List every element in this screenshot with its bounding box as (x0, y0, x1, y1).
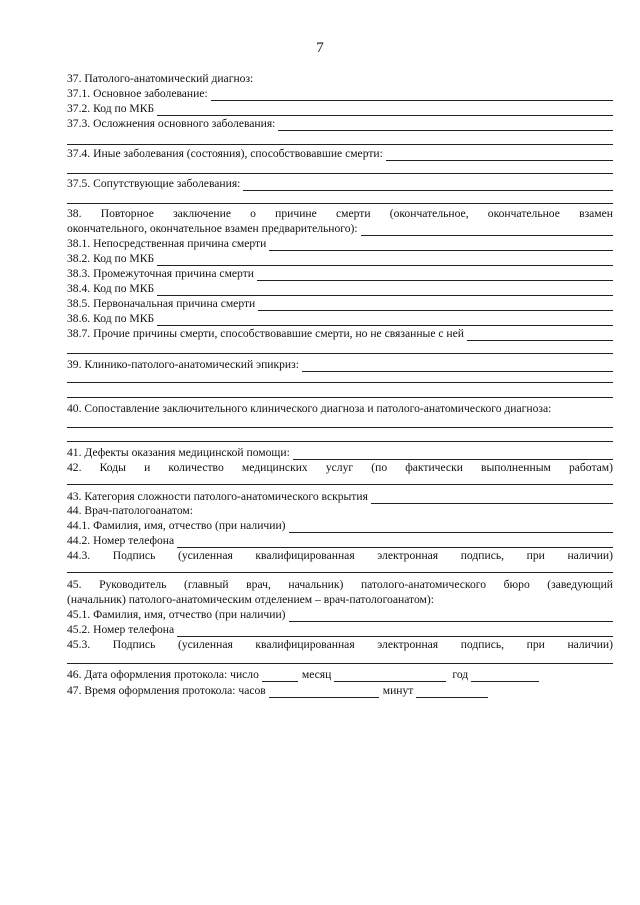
item-42: 42. Коды и количество медицинских услуг (по фактически выполненным работам) (67, 461, 613, 474)
item-38-2 (67, 251, 613, 266)
date-month-field[interactable] (334, 670, 446, 682)
item-38-3-label: 38.3. Промежуточная причина смерти (67, 267, 254, 280)
pathologist-name-field[interactable] (289, 521, 613, 533)
item-37 (67, 71, 613, 86)
item-41 (67, 445, 613, 460)
concomitant-diseases-field[interactable] (243, 179, 613, 191)
item-38-line-1: 38. Повторное заключение о причине смерти (окончательное, окончательное взамен (67, 207, 613, 220)
item-38-4-label: 38.4. Код по МКБ (67, 282, 155, 295)
item-46-month-label: месяц (301, 668, 332, 681)
item-38-1 (67, 236, 613, 251)
complications-field[interactable] (278, 119, 613, 131)
epicrisis-line-3[interactable] (67, 397, 613, 398)
comparison-line-1[interactable] (67, 427, 613, 428)
item-46-year-label: год (452, 668, 469, 681)
item-40: 40. Сопоставление заключительного клинического диагноза и патолого-анатомического диагноза: (67, 402, 552, 415)
item-37-2 (67, 101, 613, 116)
epicrisis-field[interactable] (302, 360, 613, 372)
other-diseases-field[interactable] (386, 149, 613, 161)
main-disease-icd-field[interactable] (157, 104, 613, 116)
item-38-5 (67, 296, 613, 311)
item-37-1 (67, 86, 613, 101)
comparison-line-2[interactable] (67, 441, 613, 442)
item-45-line-1: 45. Руководитель (главный врач, начальник) патолого-анатомического бюро (заведующий (67, 578, 613, 591)
item-38-7 (67, 326, 613, 341)
head-signature-line[interactable] (67, 663, 613, 664)
item-37-3-label: 37.3. Осложнения основного заболевания: (67, 117, 276, 130)
item-39 (67, 357, 613, 372)
item-37-3 (67, 116, 613, 131)
item-45-line-2: (начальник) патолого-анатомическим отделением – врач-патологоанатом): (67, 593, 434, 606)
intermediate-cause-icd-field[interactable] (157, 284, 613, 296)
complications-extra-line[interactable] (67, 144, 613, 145)
epicrisis-line-2[interactable] (67, 382, 613, 383)
defects-field[interactable] (293, 448, 613, 460)
item-45-1 (67, 607, 613, 622)
item-37-1-label: 37.1. Основное заболевание: (67, 87, 208, 100)
intermediate-cause-field[interactable] (257, 269, 613, 281)
service-codes-line[interactable] (67, 484, 613, 485)
time-hours-field[interactable] (269, 686, 379, 698)
item-38-1-label: 38.1. Непосредственная причина смерти (67, 237, 267, 250)
immediate-cause-field[interactable] (269, 239, 613, 251)
item-38-6-label: 38.6. Код по МКБ (67, 312, 155, 325)
item-44-2 (67, 533, 613, 548)
other-causes-extra-line[interactable] (67, 353, 613, 354)
date-year-field[interactable] (471, 670, 539, 682)
item-38-2-label: 38.2. Код по МКБ (67, 252, 155, 265)
date-day-field[interactable] (262, 670, 298, 682)
item-38-7-label: 38.7. Прочие причины смерти, способствовавшие смерти, но не связанные с ней (67, 327, 464, 340)
item-44-2-label: 44.2. Номер телефона (67, 534, 175, 547)
item-37-4-label: 37.4. Иные заболевания (состояния), способствовавшие смерти: (67, 147, 383, 160)
item-43 (67, 489, 613, 504)
item-44-1 (67, 518, 613, 533)
item-45-2-label: 45.2. Номер телефона (67, 623, 175, 636)
item-38-4 (67, 281, 613, 296)
initial-cause-field[interactable] (258, 299, 613, 311)
immediate-cause-icd-field[interactable] (157, 254, 613, 266)
item-43-label: 43. Категория сложности патолого-анатомического вскрытия (67, 490, 368, 503)
concomitant-extra-line[interactable] (67, 203, 613, 204)
pathologist-phone-field[interactable] (177, 536, 613, 548)
item-37-5-label: 37.5. Сопутствующие заболевания: (67, 177, 241, 190)
item-47-label: 47. Время оформления протокола: часов (67, 684, 266, 697)
item-46 (67, 667, 613, 682)
item-37-label: 37. Патолого-анатомический диагноз: (67, 72, 254, 85)
pathologist-signature-line[interactable] (67, 572, 613, 573)
item-38-6 (67, 311, 613, 326)
item-44-1-label: 44.1. Фамилия, имя, отчество (при наличии) (67, 519, 286, 532)
time-minutes-field[interactable] (416, 686, 488, 698)
item-47-minutes-label: минут (382, 684, 414, 697)
item-41-label: 41. Дефекты оказания медицинской помощи: (67, 446, 290, 459)
item-45-1-label: 45.1. Фамилия, имя, отчество (при наличии) (67, 608, 286, 621)
item-39-label: 39. Клинико-патолого-анатомический эпикриз: (67, 358, 299, 371)
item-46-label: 46. Дата оформления протокола: число (67, 668, 259, 681)
item-38-3 (67, 266, 613, 281)
item-44-3: 44.3. Подпись (усиленная квалифицированная электронная подпись, при наличии) (67, 549, 613, 562)
item-44 (67, 503, 613, 518)
repeat-conclusion-field[interactable] (361, 224, 613, 236)
item-45-3: 45.3. Подпись (усиленная квалифицированная электронная подпись, при наличии) (67, 638, 613, 651)
head-phone-field[interactable] (177, 625, 613, 637)
item-37-4 (67, 146, 613, 161)
item-38-line-2 (67, 221, 613, 236)
page-number: 7 (316, 40, 324, 56)
head-name-field[interactable] (289, 610, 613, 622)
item-47 (67, 683, 613, 698)
other-causes-field[interactable] (467, 329, 613, 341)
item-38-label: окончательного, окончательное взамен предварительного): (67, 222, 358, 235)
item-45-2 (67, 622, 613, 637)
item-37-5 (67, 176, 613, 191)
main-disease-field[interactable] (211, 89, 613, 101)
item-44-label: 44. Врач-патологоанатом: (67, 504, 193, 517)
initial-cause-icd-field[interactable] (157, 314, 613, 326)
item-38-5-label: 38.5. Первоначальная причина смерти (67, 297, 256, 310)
other-diseases-extra-line[interactable] (67, 173, 613, 174)
item-37-2-label: 37.2. Код по МКБ (67, 102, 155, 115)
